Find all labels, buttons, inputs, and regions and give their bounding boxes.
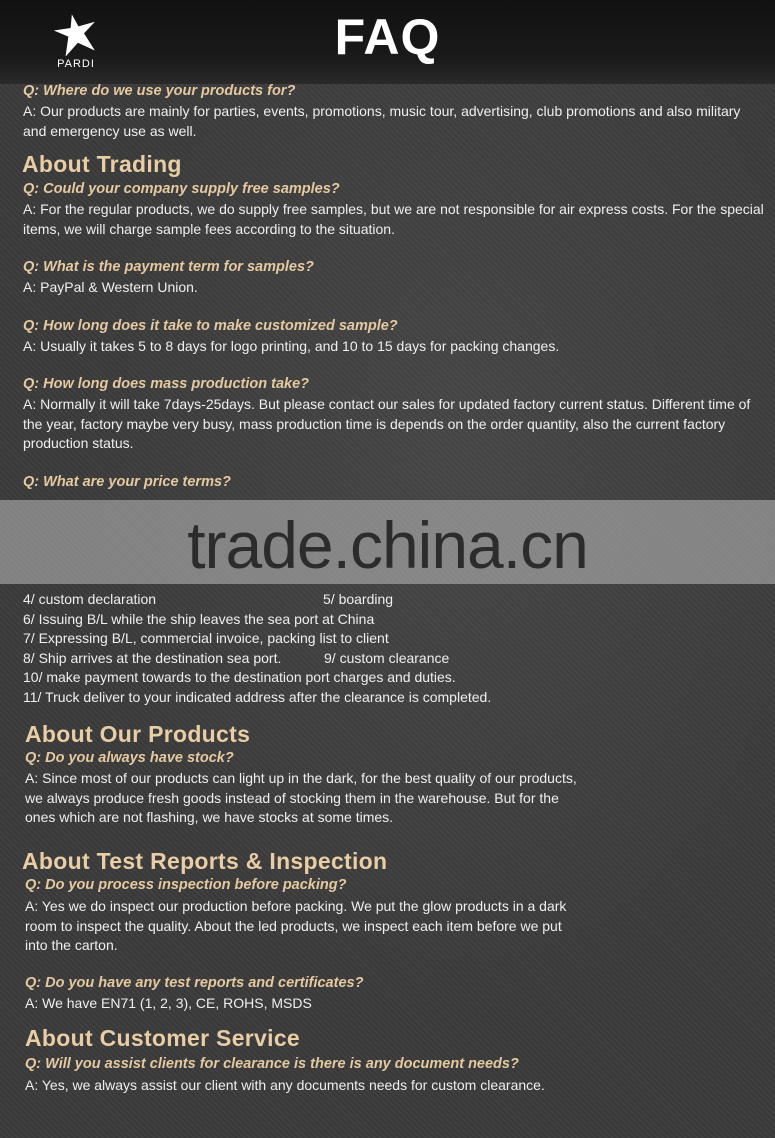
faq-question: Q: What are your price terms? <box>23 474 231 490</box>
faq-question: Q: Will you assist clients for clearance is there is any document needs? <box>25 1056 519 1072</box>
section-title-trading: About Trading <box>22 151 182 177</box>
faq-question: Q: Could your company supply free samples? <box>23 181 340 197</box>
faq-question: Q: Do you process inspection before packing? <box>25 877 347 893</box>
faq-answer: A: Our products are mainly for parties, events, promotions, music tour, advertising, club promotions and also military and emergency use as well. <box>23 103 741 139</box>
faq-answer: A: Usually it takes 5 to 8 days for logo printing, and 10 to 15 days for packing changes. <box>23 338 560 354</box>
faq-answer: A: Yes, we always assist our client with any documents needs for custom clearance. <box>25 1077 545 1093</box>
watermark-text: trade.china.cn <box>187 508 588 582</box>
faq-question: Q: How long does mass production take? <box>23 376 309 392</box>
process-step: 11/ Truck deliver to your indicated address after the clearance is completed. <box>23 689 492 705</box>
process-step: 8/ Ship arrives at the destination sea port. <box>23 650 282 666</box>
process-step: 6/ Issuing B/L while the ship leaves the sea port at China <box>23 611 375 627</box>
faq-question: Q: Do you always have stock? <box>25 750 234 766</box>
process-step: 9/ custom clearance <box>324 650 450 666</box>
faq-answer: A: Since most of our products can light up in the dark, for the best quality of our products, we always produce fresh goods instead of stocking them in the warehouse. But for the ones which are not flashing, we have stocks at some times. <box>25 770 577 825</box>
faq-answer: A: Normally it will take 7days-25days. But please contact our sales for updated factory current status. Different time of the year, factory maybe very busy, mass production time is depends on the order quantity, also the current factory production status. <box>23 396 751 451</box>
faq-question: Q: How long does it take to make customized sample? <box>23 318 398 334</box>
logo-text: PARDI <box>57 58 95 70</box>
faq-answer: A: Yes we do inspect our production before packing. We put the glow products in a dark room to inspect the quality. About the led products, we inspect each item before we put into the carton. <box>25 898 567 953</box>
process-step: 4/ custom declaration <box>23 591 157 607</box>
section-title-service: About Customer Service <box>25 1025 300 1051</box>
section-title-products: About Our Products <box>25 721 251 747</box>
page-title: FAQ <box>334 9 441 65</box>
faq-answer: A: PayPal & Western Union. <box>23 279 198 295</box>
process-step: 7/ Expressing B/L, commercial invoice, packing list to client <box>23 630 389 646</box>
process-step: 10/ make payment towards to the destination port charges and duties. <box>23 669 456 685</box>
faq-question: Q: What is the payment term for samples? <box>23 259 314 275</box>
faq-question: Q: Do you have any test reports and certificates? <box>25 975 364 991</box>
section-title-inspection: About Test Reports & Inspection <box>22 848 388 874</box>
faq-question: Q: Where do we use your products for? <box>23 83 296 99</box>
process-step: 5/ boarding <box>323 591 394 607</box>
faq-answer: A: We have EN71 (1, 2, 3), CE, ROHS, MSDS <box>25 995 312 1011</box>
faq-answer: A: For the regular products, we do supply free samples, but we are not responsible for air express costs. For the special items, we will charge sample fees according to the situation. <box>23 201 764 237</box>
